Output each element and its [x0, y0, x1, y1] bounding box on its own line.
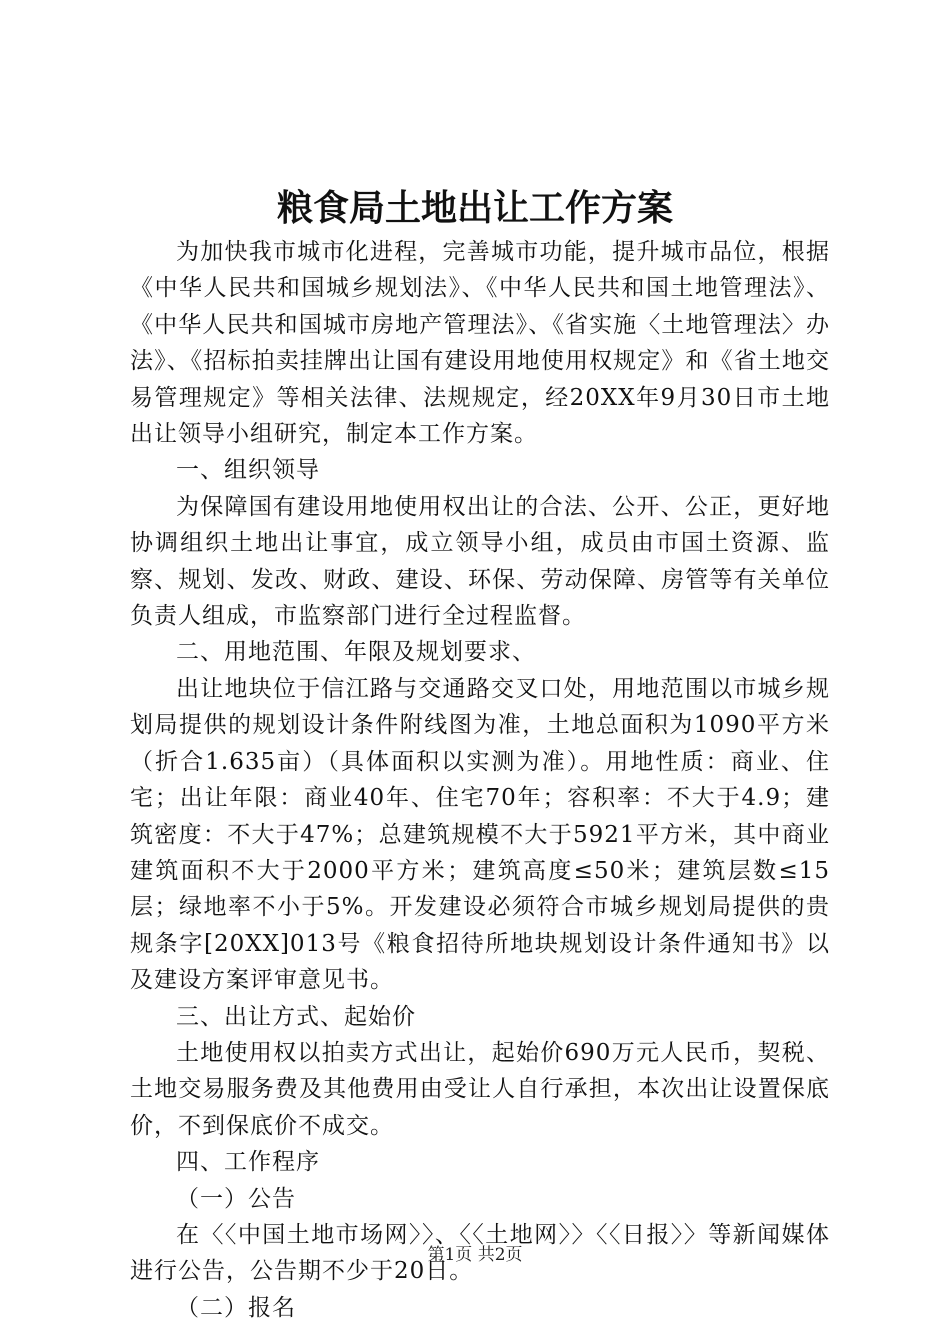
subsection-heading-announcement: （一）公告	[176, 1185, 296, 1212]
section-heading-transfer-method: 三、出让方式、起始价	[176, 1003, 416, 1030]
section-heading-organization: 一、组织领导	[176, 457, 320, 484]
section-heading-procedure: 四、工作程序	[176, 1149, 320, 1176]
section-heading-land-scope: 二、用地范围、年限及规划要求、	[176, 639, 536, 666]
paragraph-land-scope: 出让地块位于信江路与交通路交叉口处，用地范围以市城乡规划局提供的规划设计条件附线图为准，土地总面积为1090平方米（折合1.635亩）（具体面积以实测为准）。用地性质：商业、住宅；出让年限：商业40年、住宅70年；容积率：不大于4.9；建筑密度：不大于47%；总建筑规模不大于5921平方米，其中商业建筑面积不大于2000平方米；建筑高度≤50米；建筑层数≤15层；绿地率不小于5%。开发建设必须符合市城乡规划局提供的贵规条字[20XX]013号《粮食招待所地块规划设计条件通知书》以及建设方案评审意见书。	[130, 675, 830, 994]
page-footer: 第1页 共2页	[427, 1245, 523, 1265]
paragraph-transfer-method: 土地使用权以拍卖方式出让，起始价690万元人民币，契税、土地交易服务费及其他费用由受让人自行承担，本次出让设置保底价，不到保底价不成交。	[130, 1039, 830, 1139]
paragraph-intro: 为加快我市城市化进程，完善城市功能，提升城市品位，根据《中华人民共和国城乡规划法》、《中华人民共和国土地管理法》、《中华人民共和国城市房地产管理法》、《省实施〈土地管理法〉办法》、《招标拍卖挂牌出让国有建设用地使用权规定》和《省土地交易管理规定》等相关法律、法规规定，经20XX年9月30日市土地出让领导小组研究，制定本工作方案。	[130, 239, 830, 448]
paragraph-announcement: 在〈〈中国土地市场网〉〉、〈〈土地网〉〉〈〈日报〉〉等新闻媒体进行公告，公告期不少于20日。	[130, 1221, 830, 1285]
document-title: 粮食局土地出让工作方案	[276, 187, 673, 229]
subsection-heading-registration: （二）报名	[176, 1294, 296, 1321]
document-body	[130, 234, 830, 1326]
paragraph-organization: 为保障国有建设用地使用权出让的合法、公开、公正，更好地协调组织土地出让事宜，成立领导小组，成员由市国土资源、监察、规划、发改、财政、建设、环保、劳动保障、房管等有关单位负责人组成，市监察部门进行全过程监督。	[130, 493, 830, 630]
